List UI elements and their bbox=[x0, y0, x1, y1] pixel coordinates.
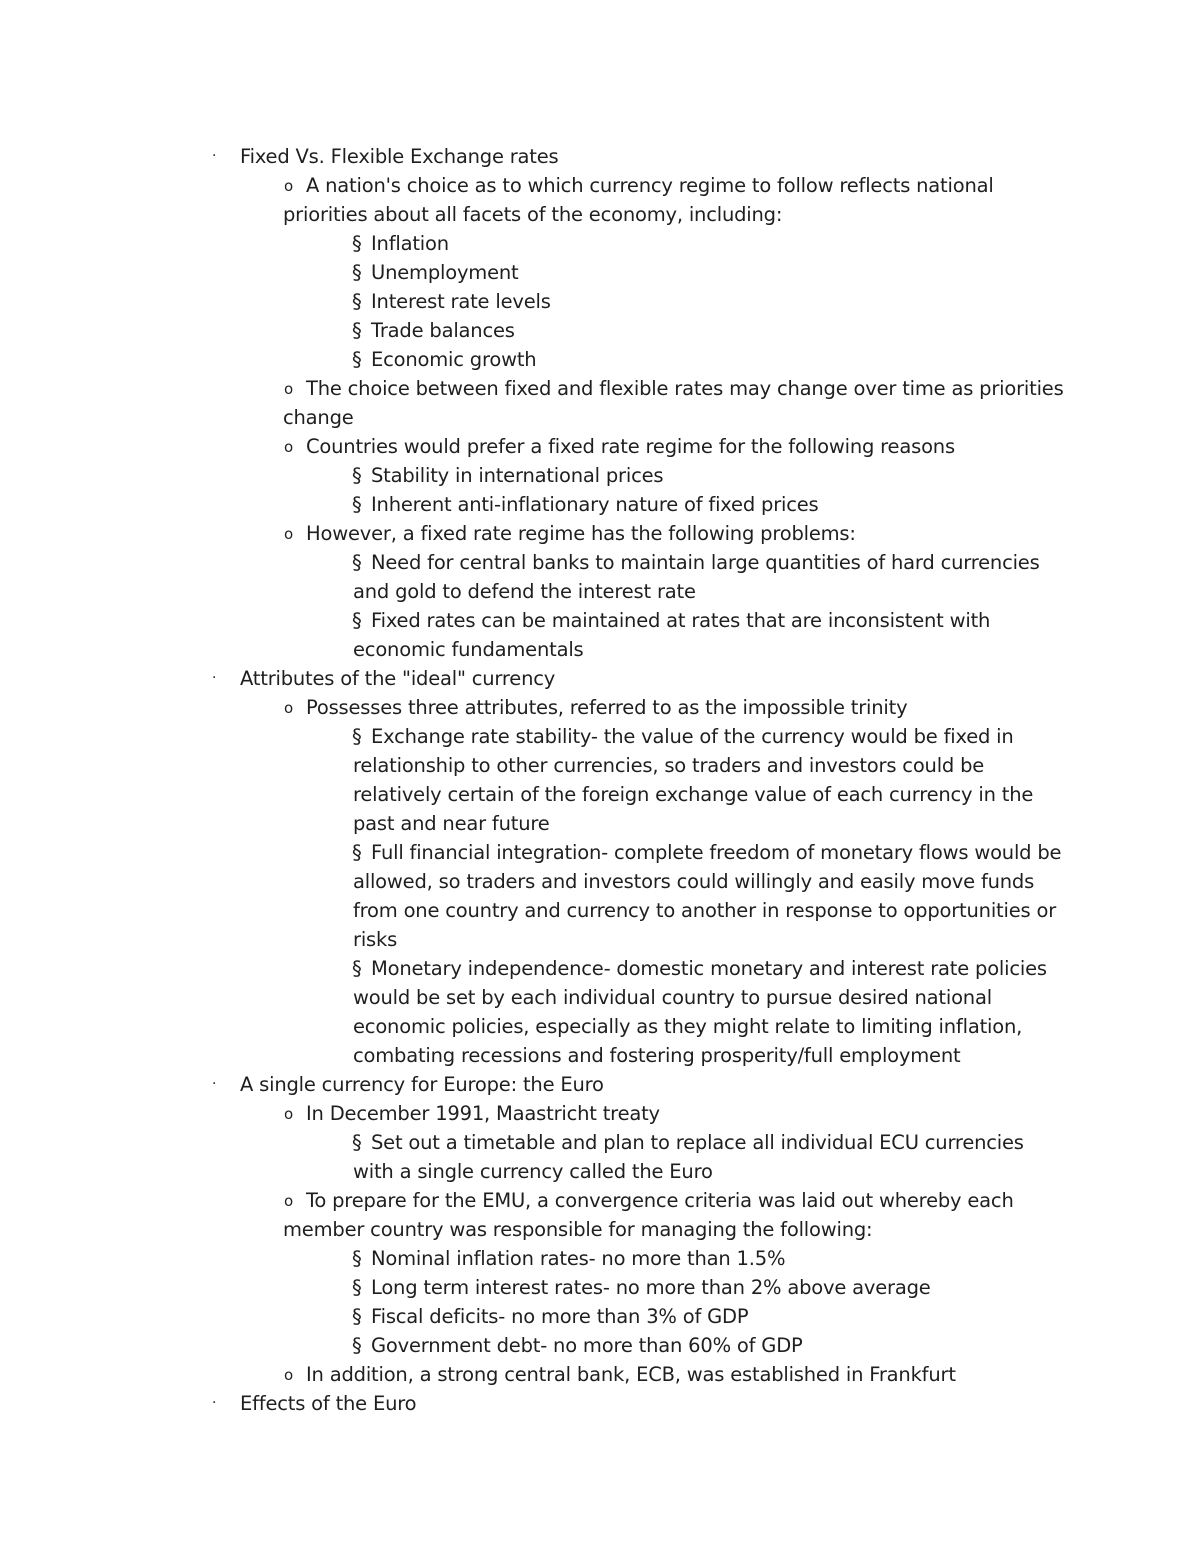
list-item-text: Trade balances bbox=[371, 319, 515, 342]
list-item-text: Unemployment bbox=[371, 261, 519, 284]
list-item-text: Need for central banks to maintain large quantities of hard currencies bbox=[371, 551, 1040, 574]
list-item-text: economic fundamentals bbox=[353, 638, 584, 661]
list-item-text: A nation's choice as to which currency regime to follow reflects national bbox=[306, 174, 994, 197]
bullet-marker: § bbox=[352, 232, 362, 255]
list-item-continuation bbox=[0, 809, 1200, 838]
list-item-text: Exchange rate stability- the value of the currency would be fixed in bbox=[371, 725, 1014, 748]
list-item-continuation bbox=[0, 1157, 1200, 1186]
list-item-level-3 bbox=[0, 490, 1200, 519]
list-item-level-1 bbox=[0, 142, 1200, 171]
bullet-marker: § bbox=[352, 319, 362, 342]
list-item-text: Set out a timetable and plan to replace all individual ECU currencies bbox=[371, 1131, 1024, 1154]
list-item-text: economic policies, especially as they might relate to limiting inflation, bbox=[353, 1015, 1023, 1038]
list-item-text: Nominal inflation rates- no more than 1.5% bbox=[371, 1247, 786, 1270]
list-item-continuation bbox=[0, 925, 1200, 954]
list-item-text: Economic growth bbox=[371, 348, 537, 371]
list-item-level-2 bbox=[0, 374, 1200, 403]
list-item-level-3 bbox=[0, 1273, 1200, 1302]
list-item-continuation bbox=[0, 403, 1200, 432]
list-item-continuation bbox=[0, 983, 1200, 1012]
list-item-text: Countries would prefer a fixed rate regime for the following reasons bbox=[306, 435, 955, 458]
bullet-marker: · bbox=[212, 670, 217, 686]
list-item-continuation bbox=[0, 867, 1200, 896]
list-item-level-3 bbox=[0, 316, 1200, 345]
list-item-text: Inflation bbox=[371, 232, 449, 255]
list-item-text: Long term interest rates- no more than 2% above average bbox=[371, 1276, 931, 1299]
list-item-continuation bbox=[0, 751, 1200, 780]
list-item-continuation bbox=[0, 577, 1200, 606]
bullet-marker: § bbox=[352, 551, 362, 574]
bullet-marker: o bbox=[284, 1105, 293, 1123]
list-item-text: Attributes of the "ideal" currency bbox=[240, 667, 556, 690]
list-item-text: allowed, so traders and investors could willingly and easily move funds bbox=[353, 870, 1035, 893]
bullet-marker: § bbox=[352, 261, 362, 284]
list-item-level-1 bbox=[0, 664, 1200, 693]
list-item-text: relatively certain of the foreign exchange value of each currency in the bbox=[353, 783, 1034, 806]
list-item-level-3 bbox=[0, 1128, 1200, 1157]
list-item-level-3 bbox=[0, 1302, 1200, 1331]
list-item-continuation bbox=[0, 1012, 1200, 1041]
list-item-level-3 bbox=[0, 287, 1200, 316]
list-item-level-2 bbox=[0, 1099, 1200, 1128]
list-item-level-2 bbox=[0, 1186, 1200, 1215]
list-item-level-1 bbox=[0, 1070, 1200, 1099]
list-item-text: and gold to defend the interest rate bbox=[353, 580, 696, 603]
list-item-continuation bbox=[0, 1215, 1200, 1244]
list-item-text: In December 1991, Maastricht treaty bbox=[306, 1102, 660, 1125]
list-item-text: Fiscal deficits- no more than 3% of GDP bbox=[371, 1305, 749, 1328]
list-item-text: combating recessions and fostering prosperity/full employment bbox=[353, 1044, 961, 1067]
list-item-text: Interest rate levels bbox=[371, 290, 551, 313]
list-item-text: from one country and currency to another in response to opportunities or bbox=[353, 899, 1057, 922]
list-item-level-2 bbox=[0, 1360, 1200, 1389]
list-item-text: Effects of the Euro bbox=[240, 1392, 417, 1415]
bullet-marker: § bbox=[352, 1276, 362, 1299]
bullet-marker: § bbox=[352, 493, 362, 516]
list-item-text: Full financial integration- complete freedom of monetary flows would be bbox=[371, 841, 1062, 864]
bullet-marker: o bbox=[284, 1366, 293, 1384]
list-item-text: A single currency for Europe: the Euro bbox=[240, 1073, 604, 1096]
list-item-level-3 bbox=[0, 258, 1200, 287]
list-item-text: with a single currency called the Euro bbox=[353, 1160, 713, 1183]
bullet-marker: o bbox=[284, 699, 293, 717]
list-item-text: risks bbox=[353, 928, 398, 951]
bullet-marker: · bbox=[212, 148, 217, 164]
list-item-level-3 bbox=[0, 1244, 1200, 1273]
bullet-marker: § bbox=[352, 725, 362, 748]
bullet-marker: § bbox=[352, 1334, 362, 1357]
list-item-level-3 bbox=[0, 461, 1200, 490]
list-item-text: Inherent anti-inflationary nature of fixed prices bbox=[371, 493, 819, 516]
bullet-marker: § bbox=[352, 1131, 362, 1154]
list-item-text: priorities about all facets of the economy, including: bbox=[283, 203, 783, 226]
list-item-text: Monetary independence- domestic monetary and interest rate policies bbox=[371, 957, 1047, 980]
bullet-marker: o bbox=[284, 380, 293, 398]
bullet-marker: § bbox=[352, 290, 362, 313]
bullet-marker: o bbox=[284, 177, 293, 195]
list-item-level-3 bbox=[0, 954, 1200, 983]
list-item-level-3 bbox=[0, 345, 1200, 374]
list-item-text: relationship to other currencies, so traders and investors could be bbox=[353, 754, 985, 777]
list-item-text: member country was responsible for managing the following: bbox=[283, 1218, 873, 1241]
list-item-text: past and near future bbox=[353, 812, 550, 835]
bullet-marker: · bbox=[212, 1395, 217, 1411]
list-item-text: Stability in international prices bbox=[371, 464, 664, 487]
bullet-marker: o bbox=[284, 1192, 293, 1210]
list-item-text: would be set by each individual country to pursue desired national bbox=[353, 986, 992, 1009]
list-item-level-3 bbox=[0, 229, 1200, 258]
list-item-text: Fixed Vs. Flexible Exchange rates bbox=[240, 145, 559, 168]
bullet-marker: o bbox=[284, 438, 293, 456]
list-item-level-3 bbox=[0, 838, 1200, 867]
bullet-marker: § bbox=[352, 1247, 362, 1270]
bullet-marker: § bbox=[352, 464, 362, 487]
list-item-text: change bbox=[283, 406, 354, 429]
list-item-text: Possesses three attributes, referred to as the impossible trinity bbox=[306, 696, 908, 719]
list-item-text: Fixed rates can be maintained at rates that are inconsistent with bbox=[371, 609, 991, 632]
bullet-marker: o bbox=[284, 525, 293, 543]
bullet-marker: § bbox=[352, 1305, 362, 1328]
bullet-marker: § bbox=[352, 348, 362, 371]
list-item-continuation bbox=[0, 896, 1200, 925]
bullet-marker: · bbox=[212, 1076, 217, 1092]
list-item-level-2 bbox=[0, 171, 1200, 200]
list-item-continuation bbox=[0, 200, 1200, 229]
list-item-level-3 bbox=[0, 722, 1200, 751]
bullet-marker: § bbox=[352, 841, 362, 864]
list-item-continuation bbox=[0, 635, 1200, 664]
list-item-level-2 bbox=[0, 432, 1200, 461]
document-body bbox=[0, 142, 1200, 1418]
list-item-level-2 bbox=[0, 693, 1200, 722]
list-item-level-2 bbox=[0, 519, 1200, 548]
list-item-level-3 bbox=[0, 548, 1200, 577]
bullet-marker: § bbox=[352, 957, 362, 980]
list-item-level-3 bbox=[0, 1331, 1200, 1360]
list-item-text: To prepare for the EMU, a convergence criteria was laid out whereby each bbox=[306, 1189, 1014, 1212]
list-item-text: The choice between fixed and flexible rates may change over time as priorities bbox=[306, 377, 1064, 400]
list-item-level-3 bbox=[0, 606, 1200, 635]
list-item-continuation bbox=[0, 1041, 1200, 1070]
list-item-level-1 bbox=[0, 1389, 1200, 1418]
list-item-continuation bbox=[0, 780, 1200, 809]
list-item-text: Government debt- no more than 60% of GDP bbox=[371, 1334, 803, 1357]
bullet-marker: § bbox=[352, 609, 362, 632]
list-item-text: In addition, a strong central bank, ECB, was established in Frankfurt bbox=[306, 1363, 956, 1386]
list-item-text: However, a fixed rate regime has the following problems: bbox=[306, 522, 856, 545]
